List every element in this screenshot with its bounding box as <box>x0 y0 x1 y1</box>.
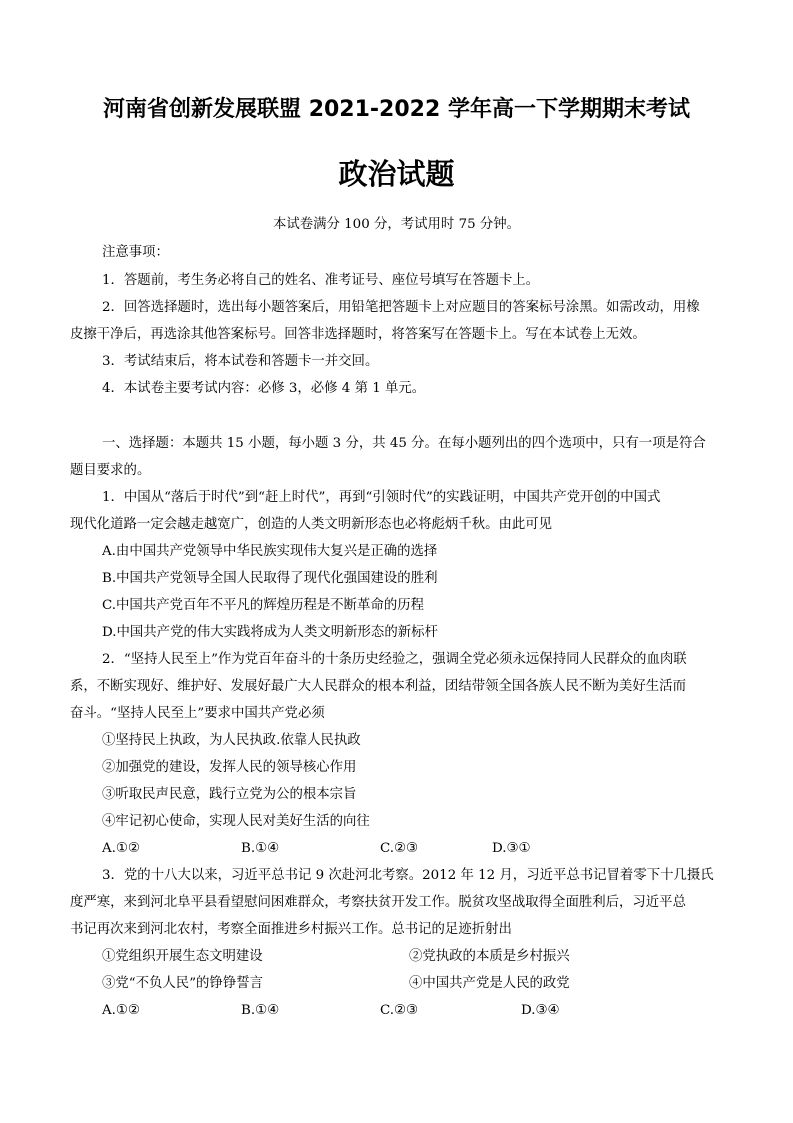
question-1-option-a: A.由中国共产党领导中华民族实现伟大复兴是正确的选择 <box>102 544 438 559</box>
question-3-statement: ①党组织开展生态文明建设 <box>102 949 263 964</box>
question-1-option-d: D.中国共产党的伟大实践将成为人类文明新形态的新标杆 <box>102 625 438 640</box>
question-2-option-c: C.②③ <box>380 841 419 856</box>
question-1-option-c: C.中国共产党百年不平凡的辉煌历程是不断革命的历程 <box>102 598 425 613</box>
note-item: 皮擦干净后，再选涂其他答案标号。回答非选择题时，将答案写在答题卡上。写在本试卷上无效。 <box>70 327 646 342</box>
question-3-statement: ②党执政的本质是乡村振兴 <box>409 949 570 964</box>
question-2-option-b: B.①④ <box>241 841 280 856</box>
question-2-statement: ③听取民声民意，践行立党为公的根本宗旨 <box>102 787 357 802</box>
question-2-statement: ②加强党的建设，发挥人民的领导核心作用 <box>102 760 357 775</box>
section-heading: 一、选择题：本题共 15 小题，每小题 3 分，共 45 分。在每小题列出的四个选项中，只有一项是符合 <box>102 436 706 451</box>
question-2-statement: ①坚持民上执政，为人民执政.依靠人民执政 <box>102 733 361 748</box>
question-2-stem: 奋斗。“坚持人民至上”要求中国共产党必须 <box>70 706 325 721</box>
note-item: 2．回答选择题时，选出每小题答案后，用铅笔把答题卡上对应题目的答案标号涂黑。如需改动，用橡 <box>102 300 700 315</box>
question-2-stem: 2．“坚持人民至上”作为党百年奋斗的十条历史经验之，强调全党必须永远保持同人民群众的血肉联 <box>102 652 687 667</box>
question-3-option-d: D.③④ <box>521 1003 560 1018</box>
question-2-option-a: A.①② <box>102 841 140 856</box>
question-1-stem: 1．中国从“落后于时代”到“赶上时代”，再到“引领时代”的实践证明，中国共产党开创的中国式 <box>102 490 661 505</box>
question-2-statement: ④牢记初心使命，实现人民对美好生活的向往 <box>102 814 370 829</box>
question-3-statement: ③党“不负人民”的铮铮誓言 <box>102 976 263 991</box>
section-heading-cont: 题目要求的。 <box>70 463 151 478</box>
note-item: 3．考试结束后，将本试卷和答题卡一并交回。 <box>102 354 379 369</box>
question-3-stem: 3．党的十八大以来，习近平总书记 9 次赴河北考察。2012 年 12 月，习近平总书记冒着零下十几摄氏 <box>102 868 714 883</box>
question-2-stem: 系，不断实现好、维护好、发展好最广大人民群众的根本利益，团结带领全国各族人民不断为美好生活而 <box>70 679 686 694</box>
note-item: 1．答题前，考生务必将自己的姓名、准考证号、座位号填写在答题卡上。 <box>102 273 540 288</box>
exam-title: 河南省创新发展联盟 2021-2022 学年高一下学期期末考试 <box>103 97 690 122</box>
question-1-stem: 现代化道路一定会越走越宽广，创造的人类文明新形态也必将彪炳千秋。由此可见 <box>70 517 553 532</box>
note-item: 4．本试卷主要考试内容：必修 3，必修 4 第 1 单元。 <box>102 381 426 396</box>
subject-title: 政治试题 <box>338 157 455 191</box>
exam-info: 本试卷满分 100 分，考试用时 75 分钟。 <box>272 217 521 232</box>
question-3-stem: 书记再次来到河北农村，考察全面推进乡村振兴工作。总书记的足迹折射出 <box>70 922 512 937</box>
question-3-option-c: C.②③ <box>380 1003 419 1018</box>
question-3-option-b: B.①④ <box>241 1003 280 1018</box>
question-3-statement: ④中国共产党是人民的政党 <box>409 976 570 991</box>
question-1-option-b: B.中国共产党领导全国人民取得了现代化强国建设的胜利 <box>102 571 438 586</box>
question-2-option-d: D.③① <box>492 841 531 856</box>
question-3-stem: 度严寒，来到河北阜平县看望慰问困难群众，考察扶贫开发工作。脱贫攻坚战取得全面胜利后，习近平总 <box>70 895 686 910</box>
notes-heading: 注意事项： <box>102 245 169 260</box>
question-3-option-a: A.①② <box>102 1003 140 1018</box>
